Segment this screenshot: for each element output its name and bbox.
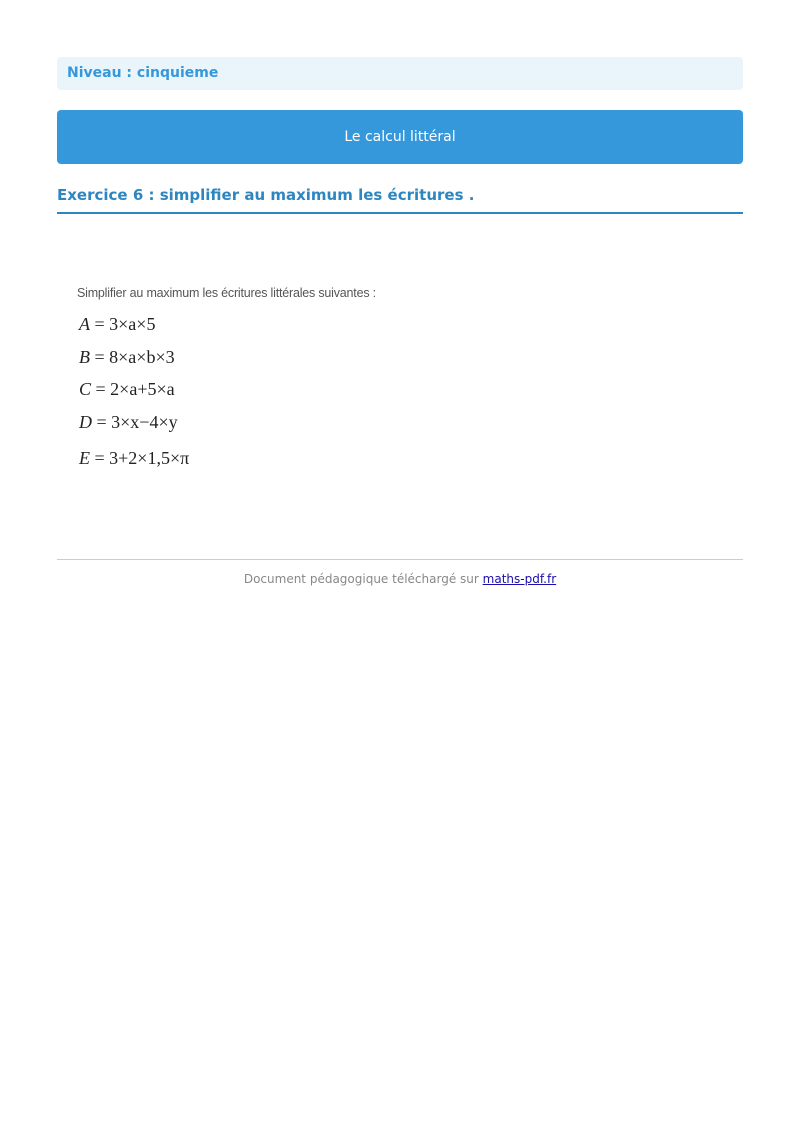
- formula-c-expression: 2×a+5×a: [110, 379, 175, 399]
- formula-b-expression: 8×a×b×3: [109, 347, 175, 367]
- formula-d-expression: 3×x−4×y: [111, 412, 178, 432]
- formula-e: E = 3+2×1,5×π: [79, 448, 190, 468]
- footer-link[interactable]: maths-pdf.fr: [482, 572, 557, 586]
- exercise-content: [77, 284, 677, 468]
- formula-d: D = 3×x−4×y: [79, 412, 178, 432]
- formula-a-expression: 3×a×5: [109, 314, 156, 334]
- footer-divider: [57, 559, 743, 560]
- footer-text: Document pédagogique téléchargé sur: [243, 572, 479, 586]
- exercise-title: Exercice 6 : simplifier au maximum les écritures .: [57, 184, 743, 214]
- formula-e-expression: 3+2×1,5×π: [109, 448, 190, 468]
- formula-a-name: A: [79, 314, 90, 334]
- chapter-title-banner: Le calcul littéral: [57, 110, 743, 164]
- formula-b-name: B: [79, 347, 90, 367]
- formula-e-name: E: [79, 448, 90, 468]
- formula-d-name: D: [79, 412, 92, 432]
- formula-a: A = 3×a×5: [79, 314, 156, 334]
- footer: [57, 572, 743, 586]
- level-label: Niveau : cinquieme: [57, 57, 743, 90]
- formula-c: C = 2×a+5×a: [79, 379, 175, 399]
- formula-c-name: C: [79, 379, 92, 399]
- formula-b: B = 8×a×b×3: [79, 347, 175, 367]
- exercise-instruction: Simplifier au maximum les écritures littérales suivantes :: [77, 286, 376, 300]
